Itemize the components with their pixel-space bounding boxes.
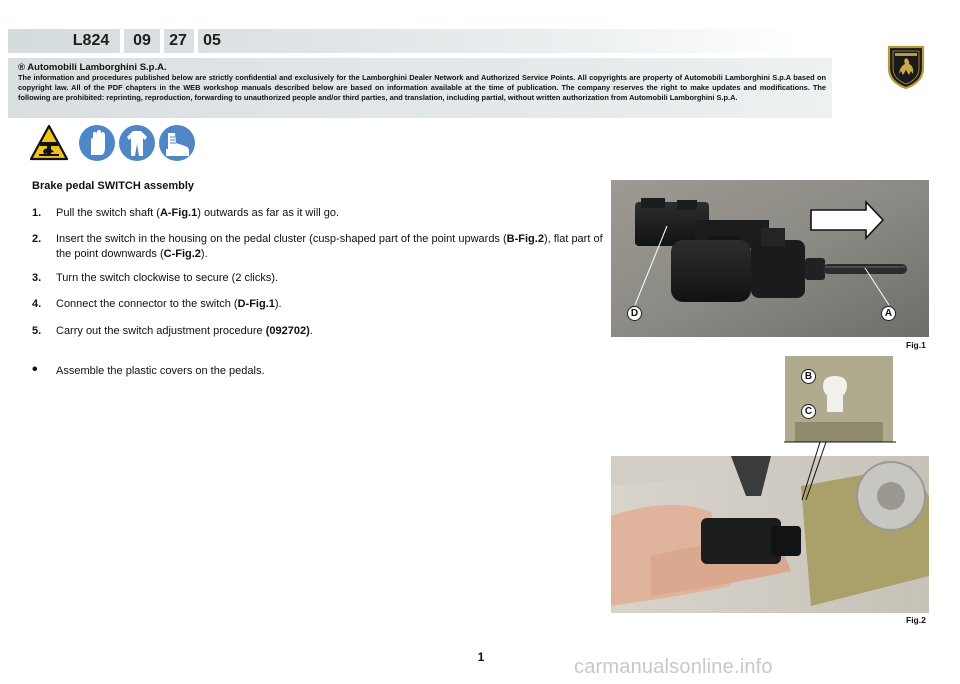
code-model: L824 xyxy=(72,32,110,49)
step-text: Turn the switch clockwise to secure (2 clicks). xyxy=(56,272,279,284)
page-number: 1 xyxy=(477,650,485,664)
step-text-part: ). xyxy=(274,298,282,310)
code-item: 05 xyxy=(203,32,221,49)
step-text-part: . xyxy=(309,325,313,337)
copyright-brand: ® Automobili Lamborghini S.p.A. xyxy=(18,62,167,73)
copyright-notice: The information and procedures published below are strictly confidential and exclusively for the Lamborghini Dealer Network and Authorized Service Points. All copyrights are property of Automobili Lamborghini S.p.A based on copyright law. All of the PDF chapters in the WEB workshop manuals described below are based on information available at the time of publication. The company reserves the right to make updates and modifications. The following are prohibited: reprinting, reproduction, forwarding to unauthorized people and/or third parties, and translation, including partial, without written authorization from Automobili Lamborghini S.p.A. xyxy=(18,73,826,102)
procedure-reference: (092702) xyxy=(265,325,310,337)
callout-c: C xyxy=(801,404,816,419)
step-text xyxy=(56,232,604,262)
step-text-part: Connect the connector to the switch ( xyxy=(56,298,238,310)
safety-shoes-icon xyxy=(158,124,196,162)
step-text-part: Pull the switch shaft ( xyxy=(56,207,160,219)
step-text xyxy=(56,297,604,312)
figure-reference: B-Fig.2 xyxy=(506,233,544,245)
step-number: 5. xyxy=(32,325,42,337)
figure-2-detail-photo xyxy=(785,356,893,442)
inset-connector-lines xyxy=(780,440,900,500)
code-subgroup: 27 xyxy=(169,32,187,49)
code-group: 09 xyxy=(133,32,151,49)
figure-1-photo xyxy=(611,180,929,337)
procedure-title: Brake pedal SWITCH assembly xyxy=(32,180,195,192)
code-separator xyxy=(120,29,124,53)
bullet-text: Assemble the plastic covers on the pedals. xyxy=(56,365,265,377)
figure-reference: C-Fig.2 xyxy=(163,248,201,260)
figure-2-caption: Fig.2 xyxy=(906,615,926,625)
step-number: 2. xyxy=(32,233,42,245)
gloves-icon xyxy=(78,124,116,162)
step-text-part: Insert the switch in the housing on the pedal cluster (cusp-shaped part of the point upwards ( xyxy=(56,233,507,245)
step-text-part: ) outwards as far as it will go. xyxy=(197,207,340,219)
bullet-dot: • xyxy=(32,361,38,378)
callout-b: B xyxy=(801,369,816,384)
lamborghini-shield-logo-icon xyxy=(886,44,926,90)
step-text xyxy=(56,206,604,221)
callout-a: A xyxy=(881,306,896,321)
figure-1-caption: Fig.1 xyxy=(906,340,926,350)
watermark: carmanualsonline.info xyxy=(574,656,773,678)
overalls-icon xyxy=(118,124,156,162)
pinch-hazard-icon xyxy=(29,124,67,162)
copyright-block xyxy=(8,58,832,118)
step-text xyxy=(56,324,604,339)
callout-d: D xyxy=(627,306,642,321)
procedure-step xyxy=(32,232,602,264)
step-number: 4. xyxy=(32,298,42,310)
figure-reference: D-Fig.1 xyxy=(237,298,275,310)
step-text-part: ). xyxy=(200,248,208,260)
step-text-part: Carry out the switch adjustment procedure xyxy=(56,325,266,337)
step-text-part: ), flat part of the point downwards ( xyxy=(56,233,603,260)
step-number: 3. xyxy=(32,272,42,284)
figure-reference: A-Fig.1 xyxy=(159,207,198,219)
document-code-bar xyxy=(8,29,798,53)
step-number: 1. xyxy=(32,207,42,219)
